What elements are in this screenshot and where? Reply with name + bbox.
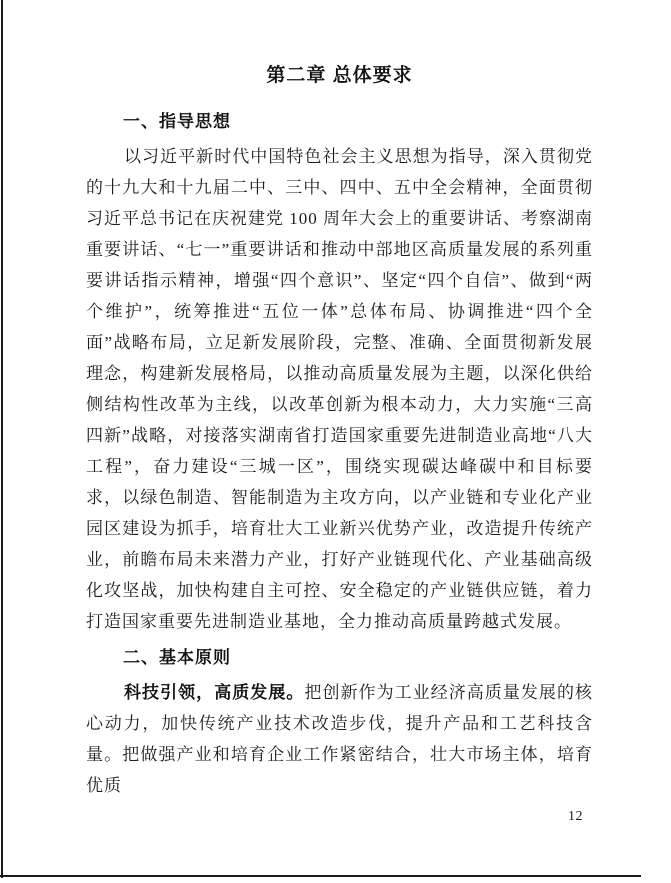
section-heading-guiding-ideology: 一、指导思想: [123, 112, 231, 131]
chapter-title: 第二章 总体要求: [266, 65, 413, 86]
section-heading-basic-principles: 二、基本原则: [123, 648, 231, 667]
paragraph-basic-principles: [86, 677, 593, 801]
page-content: [86, 64, 593, 801]
paragraph-body-text: 把创新作为工业经济高质量发展的核心动力，加快传统产业技术改造步伐，提升产品和工艺科技含量。把做强产业和培育企业工作紧密结合，壮大市场主体，培育优质: [86, 683, 594, 795]
paragraph-lead-bold: 科技引领，高质发展。: [124, 683, 305, 702]
page-number: 12: [568, 809, 583, 824]
page-frame-bottom-line: [0, 875, 641, 877]
paragraph-guiding-ideology: 以习近平新时代中国特色社会主义思想为指导，深入贯彻党的十九大和十九届二中、三中、四中、五中全会精神，全面贯彻习近平总书记在庆祝建党 100 周年大会上的重要讲话、考察湖南重要讲话、“七一”重要讲话和推动中部地区高质量发展的系列重要讲话指示精神，增强“四个意识”、坚定“四个自信”、做到“两个维护”，统筹推进“五位一体”总体布局、协调推进“四个全面”战略布局，立足新发展阶段，完整、准确、全面贯彻新发展理念，构建新发展格局，以推动高质量发展为主题，以深化供给侧结构性改革为主线，以改革创新为根本动力，大力实施“三高四新”战略，对接落实湖南省打造国家重要先进制造业高地“八大工程”，奋力建设“三城一区”，围绕实现碳达峰碳中和目标要求，以绿色制造、智能制造为主攻方向，以产业链和专业化产业园区建设为抓手，培育壮大工业新兴优势产业，改造提升传统产业，前瞻布局未来潜力产业，打好产业链现代化、产业基础高级化攻坚战，加快构建自主可控、安全稳定的产业链供应链，着力打造国家重要先进制造业基地，全力推动高质量跨越式发展。: [86, 147, 593, 631]
page-frame-left-line: [1, 0, 3, 878]
